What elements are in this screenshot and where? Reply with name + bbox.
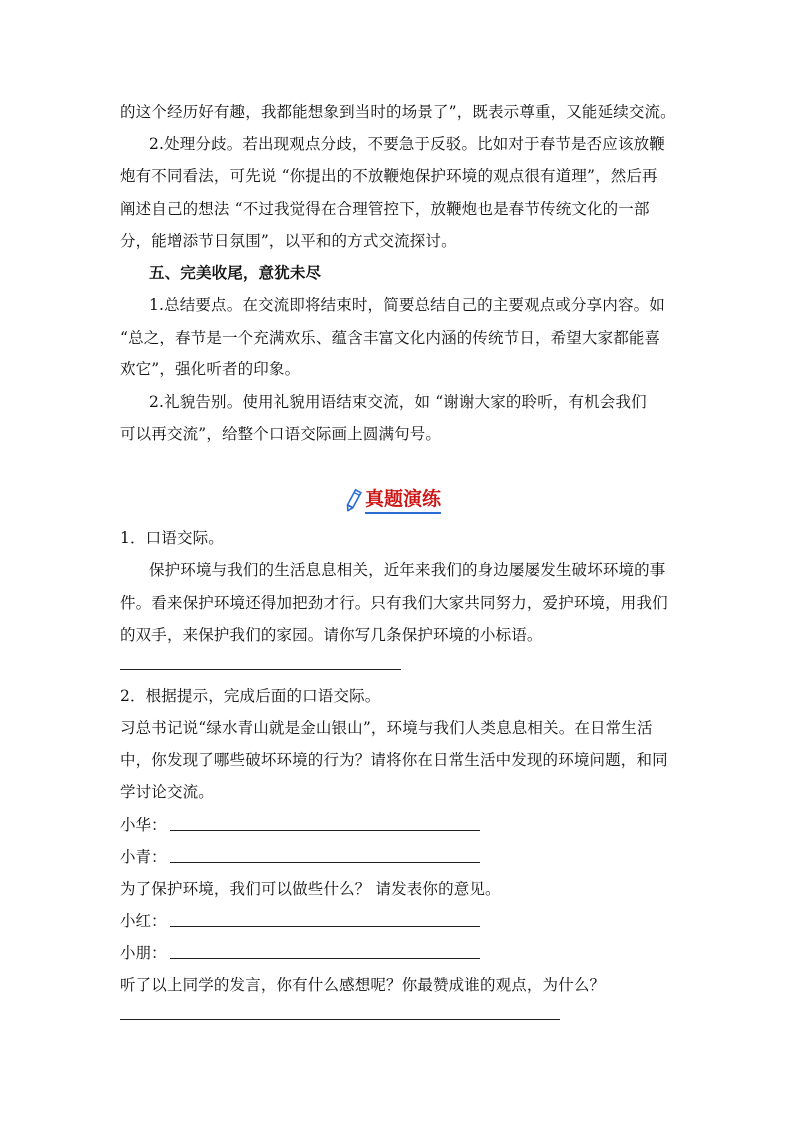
speaker-label: 小青： <box>120 848 167 866</box>
answer-line-final[interactable] <box>120 1019 560 1020</box>
paragraph-line: 的这个经历好有趣，我都能想象到当时的场景了”，既表示尊重，又能延续交流。 <box>120 103 676 121</box>
question-1-label: 1．口语交际。 <box>120 529 224 547</box>
section-heading: 五、完美收尾，意犹未尽 <box>149 263 322 282</box>
speaker-label: 小华： <box>120 816 167 834</box>
practice-title: 真题演练 <box>365 487 441 514</box>
question-2-line: 中，你发现了哪些破坏环境的行为？请将你在日常生活中发现的环境问题，和同 <box>120 751 668 769</box>
paragraph-line: 分，能增添节日氛围”，以平和的方式交流探讨。 <box>120 232 457 250</box>
paragraph-line: “总之，春节是一个充满欢乐、蕴含丰富文化内涵的传统节日，希望大家都能喜 <box>120 329 661 347</box>
pencil-icon <box>343 488 363 514</box>
question-1-line: 的双手，来保护我们的家园。请你写几条保护环境的小标语。 <box>120 626 543 644</box>
question-1-line: 件。看来保护环境还得加把劲才行。只有我们大家共同努力，爱护环境，用我们 <box>120 594 668 612</box>
paragraph-line: 2.礼貌告别。使用礼貌用语结束交流，如 “谢谢大家的聆听，有机会我们 <box>149 393 647 411</box>
answer-line-speaker-1[interactable] <box>170 830 480 831</box>
answer-line-q1[interactable] <box>120 669 401 670</box>
answer-line-speaker-3[interactable] <box>170 926 480 927</box>
speaker-label: 小朋： <box>120 944 167 962</box>
speaker-label: 小红： <box>120 912 167 930</box>
question-2-line: 习总书记说“绿水青山就是金山银山”，环境与我们人类息息相关。在日常生活 <box>120 719 653 737</box>
question-2-line: 学讨论交流。 <box>120 783 214 801</box>
paragraph-line: 阐述自己的想法 “不过我觉得在合理管控下，放鞭炮也是春节传统文化的一部 <box>120 200 650 218</box>
prompt-line: 为了保护环境，我们可以做些什么？ 请发表你的意见。 <box>120 880 501 898</box>
answer-line-speaker-2[interactable] <box>170 862 480 863</box>
prompt-line: 听了以上同学的发言，你有什么感想呢？你最赞成谁的观点，为什么？ <box>120 976 606 994</box>
paragraph-line: 1.总结要点。在交流即将结束时，简要总结自己的主要观点或分享内容。如 <box>149 296 665 314</box>
paragraph-line: 2.处理分歧。若出现观点分歧，不要急于反驳。比如对于春节是否应该放鞭 <box>149 135 665 153</box>
question-2-label: 2．根据提示，完成后面的口语交际。 <box>120 687 381 705</box>
practice-heading <box>343 484 441 514</box>
question-1-line: 保护环境与我们的生活息息相关，近年来我们的身边屡屡发生破坏环境的事 <box>149 561 666 579</box>
answer-line-speaker-4[interactable] <box>170 958 480 959</box>
paragraph-line: 欢它”，强化听者的印象。 <box>120 360 301 378</box>
paragraph-line: 炮有不同看法，可先说 “你提出的不放鞭炮保护环境的观点很有道理”，然后再 <box>120 167 658 185</box>
paragraph-line: 可以再交流”，给整个口语交际画上圆满句号。 <box>120 425 442 443</box>
